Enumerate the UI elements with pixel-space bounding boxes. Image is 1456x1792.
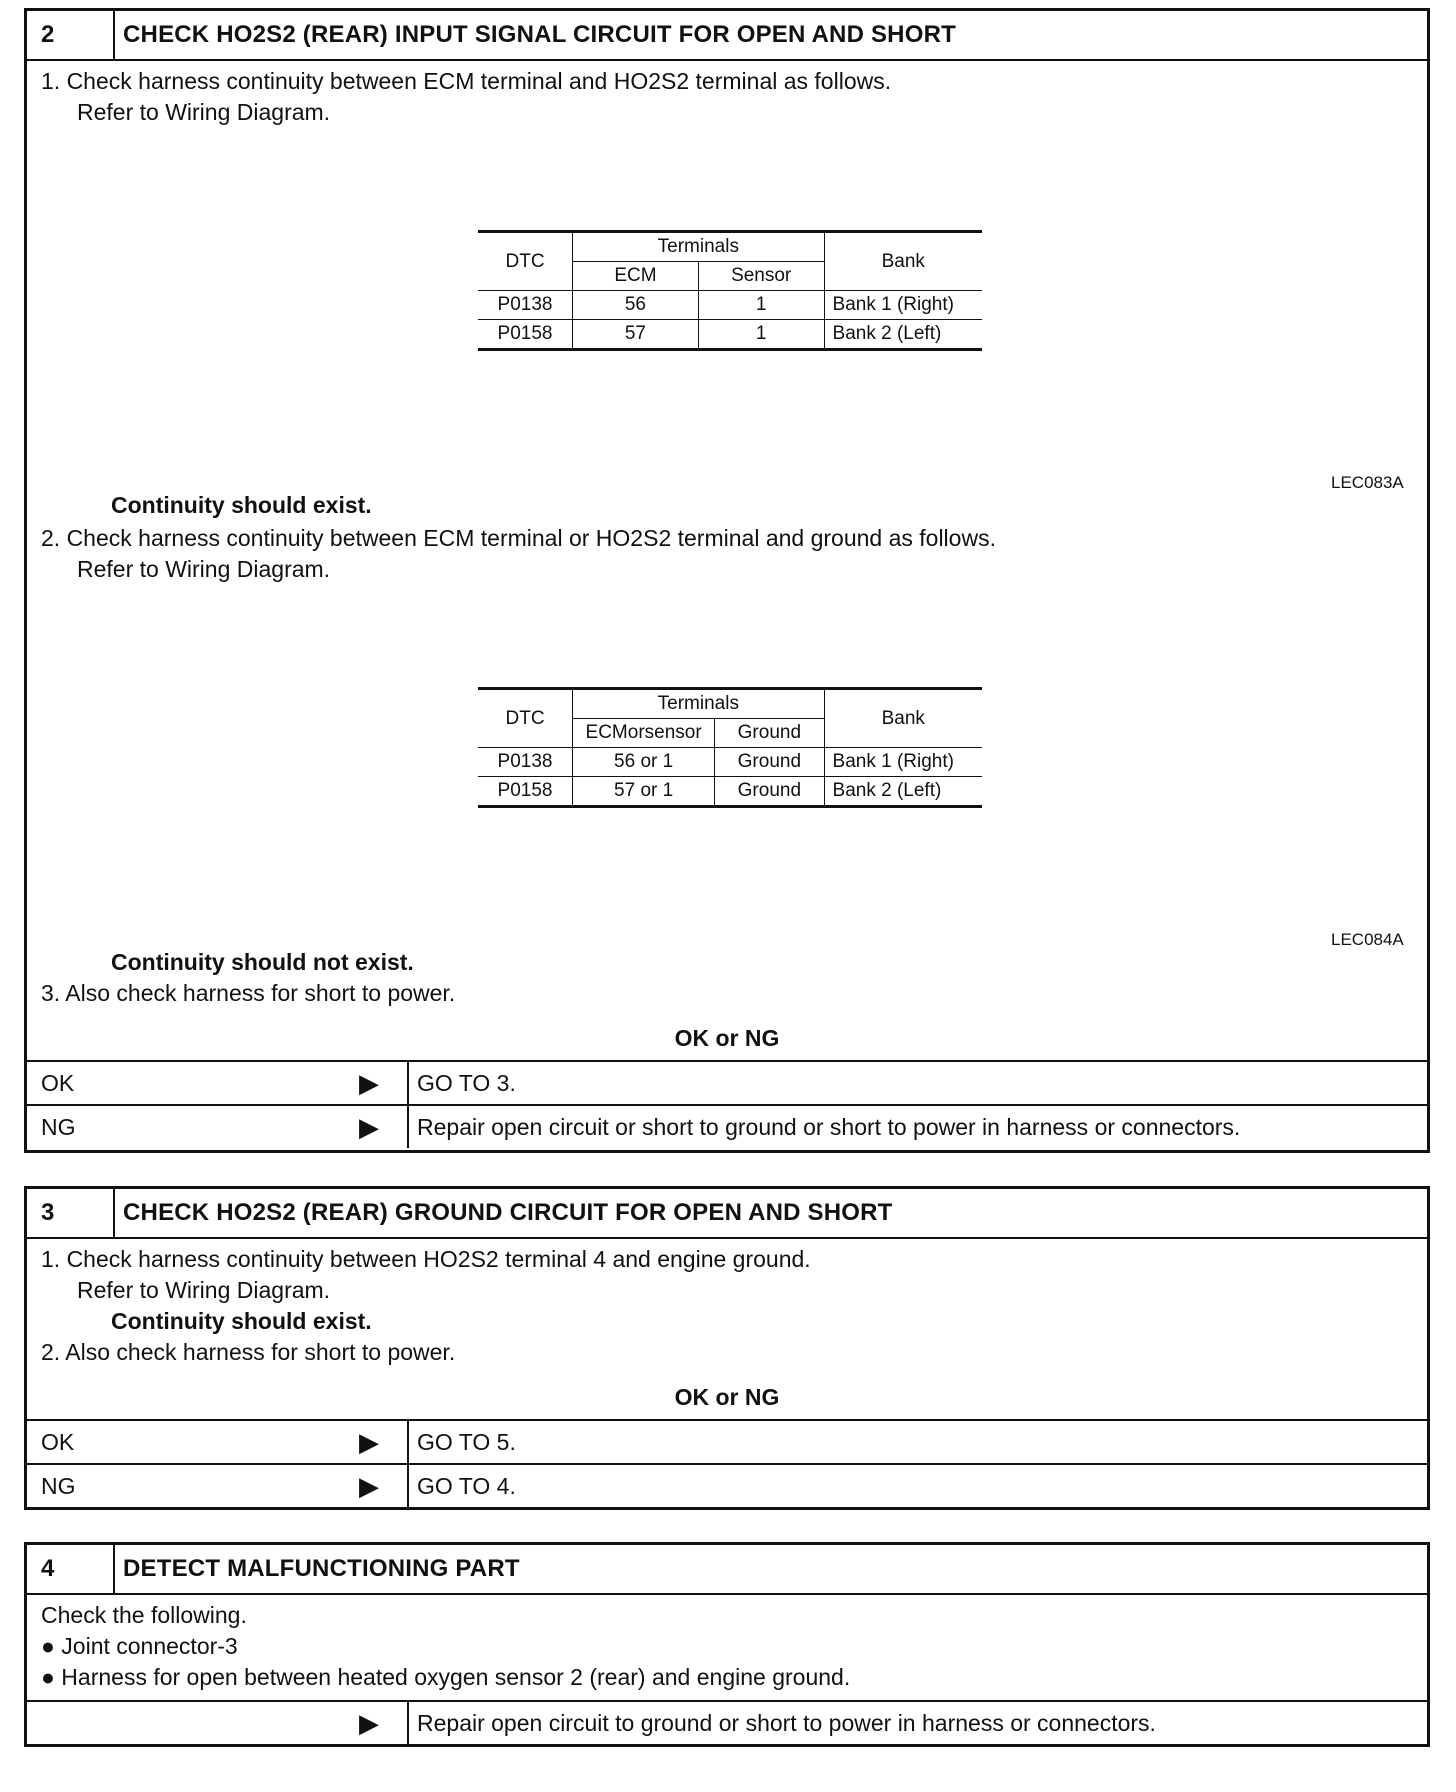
- continuity-note: Continuity should exist.: [111, 1308, 372, 1334]
- instruction-1-ref: Refer to Wiring Diagram.: [77, 1277, 331, 1303]
- right-arrow-icon: ▶: [359, 1067, 379, 1098]
- header-ground: Ground: [715, 719, 824, 748]
- bullet-icon: ●: [41, 1664, 55, 1690]
- cell-ecm: 57: [573, 320, 699, 350]
- bullet-icon: ●: [41, 1633, 55, 1659]
- header-terminals: Terminals: [573, 232, 824, 262]
- ok-or-ng-label: OK or NG: [674, 1025, 780, 1051]
- ng-row: [27, 1463, 1427, 1507]
- step-4-block: [24, 1542, 1430, 1747]
- cell-sensor: 1: [698, 291, 824, 320]
- step-number: 3: [27, 1189, 115, 1237]
- ok-label: OK: [41, 1428, 75, 1455]
- right-arrow-icon: ▶: [359, 1426, 379, 1457]
- ng-result: GO TO 4.: [407, 1465, 1427, 1507]
- instruction-2-ref: Refer to Wiring Diagram.: [77, 556, 331, 582]
- terminal-table-1: [478, 230, 982, 351]
- step-3-header: [27, 1189, 1427, 1239]
- header-sensor: Sensor: [698, 262, 824, 291]
- step-title: CHECK HO2S2 (REAR) INPUT SIGNAL CIRCUIT FOR OPEN AND SHORT: [123, 21, 956, 48]
- result-text: Repair open circuit to ground or short to power in harness or connectors.: [407, 1702, 1427, 1744]
- figure-code: LEC083A: [1331, 473, 1404, 492]
- right-arrow-icon: ▶: [359, 1470, 379, 1501]
- step-2-block: [24, 8, 1430, 1153]
- cell-ecm-or-sensor: 56 or 1: [573, 748, 715, 777]
- ok-label: OK: [41, 1069, 75, 1096]
- step-number: 2: [27, 11, 115, 59]
- cell-dtc: P0138: [478, 748, 573, 777]
- list-item: [41, 1631, 238, 1661]
- cell-ground: Ground: [715, 777, 824, 807]
- header-terminals: Terminals: [573, 689, 824, 719]
- cell-bank: Bank 1 (Right): [824, 291, 982, 320]
- header-dtc: DTC: [478, 689, 573, 748]
- right-arrow-icon: ▶: [359, 1707, 379, 1738]
- step-2-header: [27, 11, 1427, 61]
- instruction-2: 2. Also check harness for short to power.: [41, 1339, 456, 1365]
- cell-dtc: P0158: [478, 320, 573, 350]
- table-row: [478, 291, 982, 320]
- ok-row: [27, 1060, 1427, 1104]
- header-ecm-or-sensor: ECMorsensor: [573, 719, 715, 748]
- step-3-block: [24, 1186, 1430, 1510]
- cell-ecm: 56: [573, 291, 699, 320]
- result-row: [27, 1700, 1427, 1744]
- cell-dtc: P0158: [478, 777, 573, 807]
- instruction-1-ref: Refer to Wiring Diagram.: [77, 99, 331, 125]
- table-row: [478, 320, 982, 350]
- header-bank: Bank: [824, 689, 982, 748]
- ok-result: GO TO 5.: [407, 1421, 1427, 1463]
- check-intro: Check the following.: [41, 1602, 247, 1628]
- instruction-3: 3. Also check harness for short to power.: [41, 980, 456, 1006]
- continuity-note: Continuity should exist.: [111, 492, 372, 518]
- list-item-text: Joint connector-3: [61, 1633, 238, 1659]
- instruction-1: 1. Check harness continuity between HO2S2 terminal 4 and engine ground.: [41, 1246, 811, 1272]
- step-title: DETECT MALFUNCTIONING PART: [123, 1555, 520, 1582]
- step-number: 4: [27, 1545, 115, 1593]
- step-title: CHECK HO2S2 (REAR) GROUND CIRCUIT FOR OPEN AND SHORT: [123, 1199, 893, 1226]
- cell-sensor: 1: [698, 320, 824, 350]
- cell-ecm-or-sensor: 57 or 1: [573, 777, 715, 807]
- table-row: [478, 777, 982, 807]
- cell-ground: Ground: [715, 748, 824, 777]
- instruction-1: 1. Check harness continuity between ECM terminal and HO2S2 terminal as follows.: [41, 68, 892, 94]
- list-item-text: Harness for open between heated oxygen sensor 2 (rear) and engine ground.: [61, 1664, 851, 1690]
- cell-bank: Bank 2 (Left): [824, 777, 982, 807]
- cell-bank: Bank 1 (Right): [824, 748, 982, 777]
- ng-label: NG: [41, 1113, 76, 1140]
- ng-result: Repair open circuit or short to ground or short to power in harness or connectors.: [407, 1106, 1427, 1148]
- figure-code: LEC084A: [1331, 930, 1404, 949]
- ng-label: NG: [41, 1472, 76, 1499]
- ng-row: [27, 1104, 1427, 1148]
- instruction-2: 2. Check harness continuity between ECM terminal or HO2S2 terminal and ground as follows.: [41, 525, 996, 551]
- ok-or-ng-label: OK or NG: [674, 1384, 780, 1410]
- header-bank: Bank: [824, 232, 982, 291]
- cell-bank: Bank 2 (Left): [824, 320, 982, 350]
- header-dtc: DTC: [478, 232, 573, 291]
- ok-result: GO TO 3.: [407, 1062, 1427, 1104]
- list-item: [41, 1662, 850, 1692]
- right-arrow-icon: ▶: [359, 1111, 379, 1142]
- cell-dtc: P0138: [478, 291, 573, 320]
- ok-row: [27, 1419, 1427, 1463]
- step-4-header: [27, 1545, 1427, 1595]
- table-row: [478, 748, 982, 777]
- continuity-note: Continuity should not exist.: [111, 949, 414, 975]
- terminal-table-2: [478, 687, 982, 808]
- header-ecm: ECM: [573, 262, 699, 291]
